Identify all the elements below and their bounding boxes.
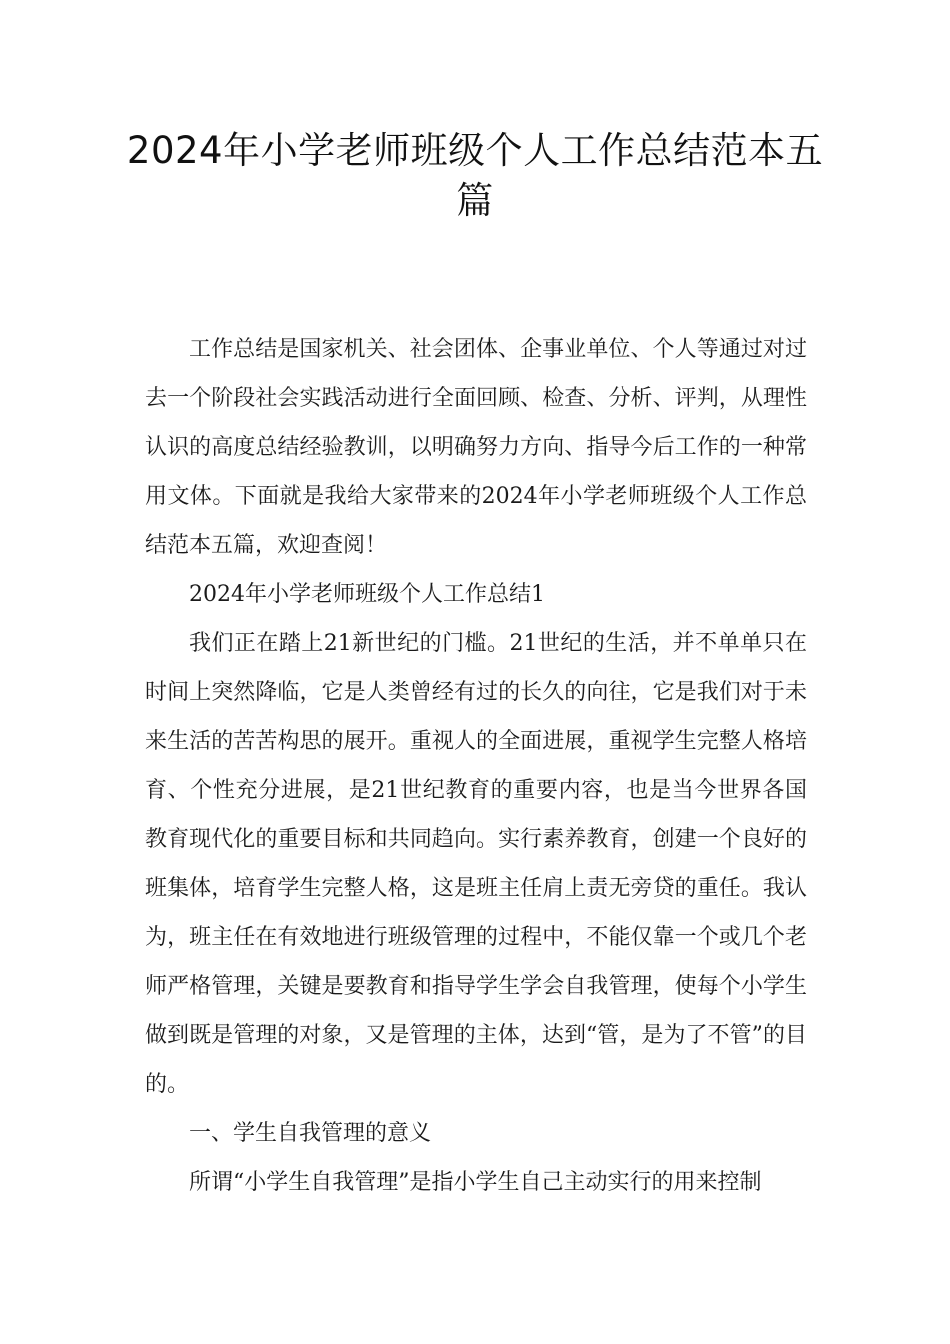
body-paragraph: 我们正在踏上21新世纪的门槛。21世纪的生活，并不单单只在时间上突然降临，它是人类曾经有过的长久的向往，它是我们对于未来生活的苦苦构思的展开。重视人的全面进展，重视学生完整人格培育、个性充分进展，是21世纪教育的重要内容，也是当今世界各国教育现代化的重要目标和共同趋向。实行素养教育，创建一个良好的班集体，培育学生完整人格，这是班主任肩上责无旁贷的重任。我认为，班主任在有效地进行班级管理的过程中，不能仅靠一个或几个老师严格管理，关键是要教育和指导学生学会自我管理，使每个小学生做到既是管理的对象，又是管理的主体，达到“管，是为了不管”的目的。 [145, 631, 807, 1097]
document-title: 2024年小学老师班级个人工作总结范本五篇 [126, 129, 824, 222]
subsection-heading: 一、学生自我管理的意义 [189, 1121, 432, 1146]
section-heading: 2024年小学老师班级个人工作总结1 [189, 582, 545, 607]
document-body [145, 325, 807, 1207]
intro-paragraph: 工作总结是国家机关、社会团体、企事业单位、个人等通过对过去一个阶段社会实践活动进行全面回顾、检查、分析、评判，从理性认识的高度总结经验教训，以明确努力方向、指导今后工作的一种常用文体。下面就是我给大家带来的2024年小学老师班级个人工作总结范本五篇，欢迎查阅！ [145, 337, 807, 558]
body-paragraph: 所谓“小学生自我管理”是指小学生自己主动实行的用来控制 [189, 1170, 762, 1195]
